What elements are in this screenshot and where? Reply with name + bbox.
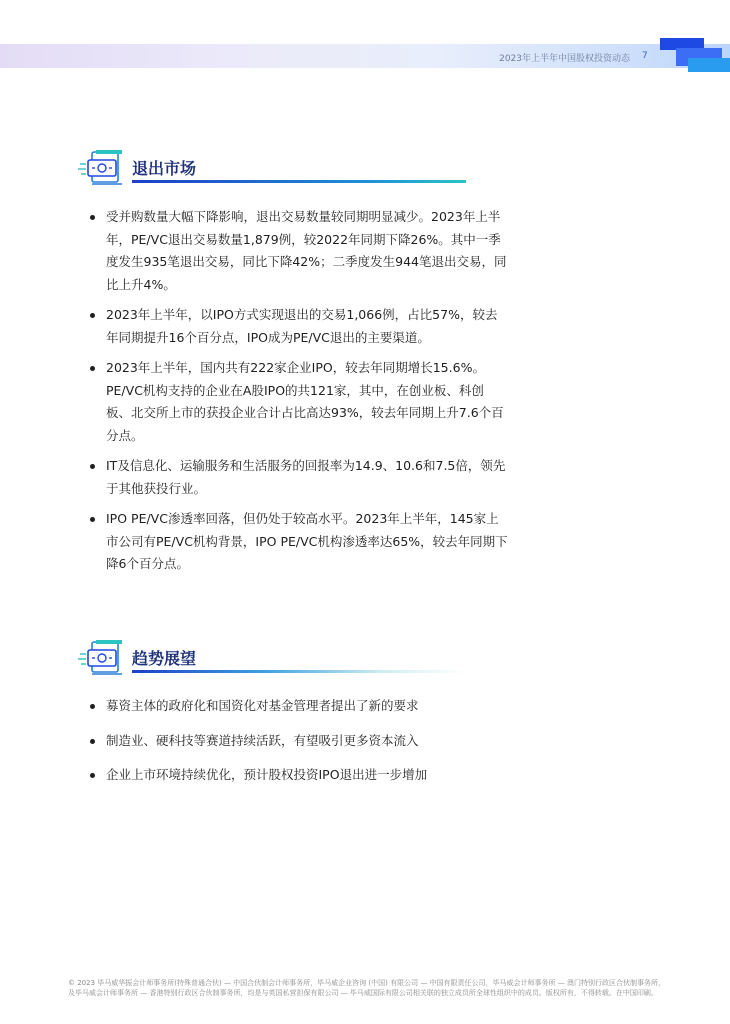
header-decoration-block (688, 58, 730, 72)
footer-line: 及毕马威会计师事务所 — 香港特别行政区合伙制事务所，均是与英国私营担保有限公司 — 毕马威国际有限公司相关联的独立成员所全球性组织中的成员。版权所有，不得转载。在中国印刷。 (68, 989, 658, 997)
money-document-icon (78, 150, 126, 186)
list-item: 企业上市环境持续优化，预计股权投资IPO退出进一步增加 (88, 764, 508, 787)
exit-section-header (78, 150, 478, 190)
list-item: 制造业、硬科技等赛道持续活跃，有望吸引更多资本流入 (88, 730, 508, 753)
list-item: 募资主体的政府化和国资化对基金管理者提出了新的要求 (88, 695, 508, 718)
page-number: 7 (642, 51, 648, 61)
money-document-icon (78, 640, 126, 676)
footer-disclaimer (68, 978, 668, 998)
section-title-exit: 退出市场 (132, 159, 197, 178)
trend-section-header (78, 640, 478, 680)
exit-bullet-list (88, 206, 508, 584)
header-title: 2023年上半年中国股权投资动态 (499, 54, 630, 64)
list-item: IT及信息化、运输服务和生活服务的回报率为14.9、10.6和7.5倍，领先于其他获投行业。 (88, 455, 508, 500)
list-item: 受并购数量大幅下降影响，退出交易数量较同期明显减少。2023年上半年，PE/VC退出交易数量1,879例，较2022年同期下降26%。其中一季度发生935笔退出交易，同比下降42%；二季度发生944笔退出交易，同比上升4%。 (88, 206, 508, 296)
section-title-trend: 趋势展望 (132, 649, 197, 668)
footer-line: © 2023 毕马威华振会计师事务所(特殊普通合伙) — 中国合伙制会计师事务所，毕马威企业咨询 (中国) 有限公司 — 中国有限责任公司，毕马威会计师事务所 — 澳门特别行政区合伙制事务所， (68, 979, 665, 987)
trend-bullet-list (88, 695, 508, 799)
list-item: 2023年上半年，国内共有222家企业IPO，较去年同期增长15.6%。PE/VC机构支持的企业在A股IPO的共121家，其中，在创业板、科创板、北交所上市的获投企业合计占比高达93%，较去年同期上升7.6个百分点。 (88, 357, 508, 447)
list-item: IPO PE/VC渗透率回落，但仍处于较高水平。2023年上半年，145家上市公司有PE/VC机构背景，IPO PE/VC机构渗透率达65%，较去年同期下降6个百分点。 (88, 508, 508, 576)
section-underline (132, 180, 466, 183)
section-underline (132, 670, 466, 673)
list-item: 2023年上半年，以IPO方式实现退出的交易1,066例，占比57%，较去年同期提升16个百分点，IPO成为PE/VC退出的主要渠道。 (88, 304, 508, 349)
